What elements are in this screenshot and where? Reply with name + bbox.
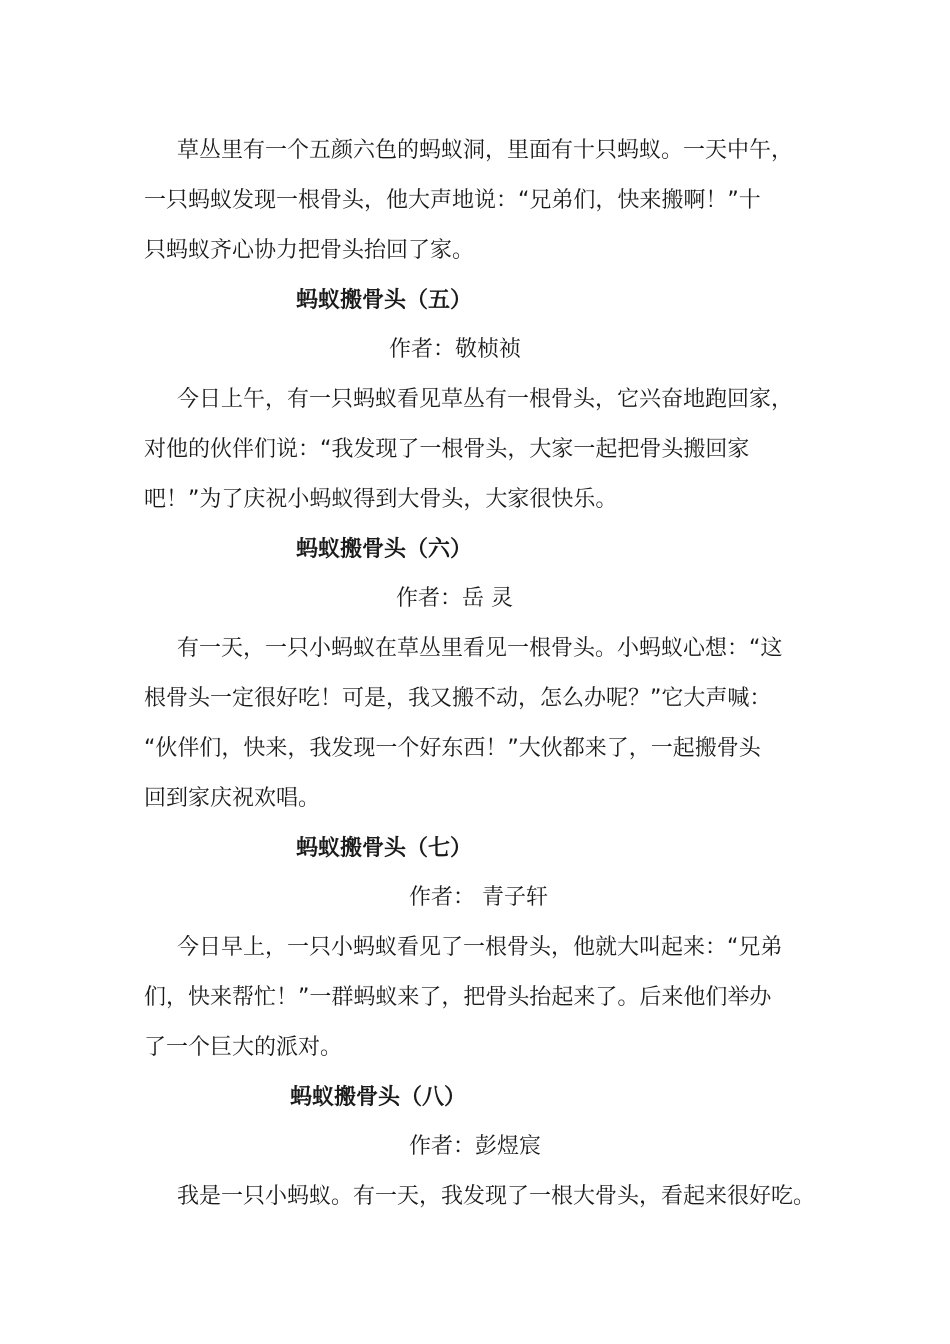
story8-author: 作者：彭煜宸	[409, 1134, 542, 1159]
story6-paragraph-line-2: 根骨头一定很好吃！可是，我又搬不动，怎么办呢？”它大声喊：	[144, 686, 772, 711]
story7-title: 蚂蚁搬骨头（七）	[296, 836, 473, 861]
story4-paragraph-line-1: 草丛里有一个五颜六色的蚂蚁洞，里面有十只蚂蚁。一天中午，	[177, 138, 794, 163]
story7-paragraph-line-1: 今日早上，一只小蚂蚁看见了一根骨头，他就大叫起来：“兄弟	[177, 935, 783, 960]
story5-paragraph-line-1: 今日上午，有一只蚂蚁看见草丛有一根骨头，它兴奋地跑回家，	[177, 387, 794, 412]
story6-paragraph-line-1: 有一天，一只小蚂蚁在草丛里看见一根骨头。小蚂蚁心想：“这	[177, 636, 783, 661]
story7-paragraph-line-3: 了一个巨大的派对。	[144, 1035, 343, 1060]
story6-paragraph-line-3: “伙伴们，快来，我发现一个好东西！”大伙都来了，一起搬骨头	[144, 736, 761, 761]
story5-paragraph-line-2: 对他的伙伴们说：“我发现了一根骨头，大家一起把骨头搬回家	[144, 437, 750, 462]
story6-author: 作者：岳 灵	[396, 586, 513, 611]
story8-paragraph-line-1: 我是一只小蚂蚁。有一天，我发现了一根大骨头，看起来很好吃。	[177, 1184, 816, 1209]
story4-paragraph-line-2: 一只蚂蚁发现一根骨头，他大声地说：“兄弟们，快来搬啊！”十	[144, 188, 761, 213]
story8-title: 蚂蚁搬骨头（八）	[290, 1085, 467, 1110]
story5-author: 作者：敬桢祯	[389, 337, 522, 362]
story5-title: 蚂蚁搬骨头（五）	[296, 288, 473, 313]
story6-paragraph-line-4: 回到家庆祝欢唱。	[144, 786, 321, 811]
story6-title: 蚂蚁搬骨头（六）	[296, 537, 473, 562]
story7-author: 作者： 青子轩	[409, 885, 548, 910]
story4-paragraph-line-3: 只蚂蚁齐心协力把骨头抬回了家。	[144, 238, 475, 263]
story7-paragraph-line-2: 们，快来帮忙！”一群蚂蚁来了，把骨头抬起来了。后来他们举办	[144, 985, 772, 1010]
story5-paragraph-line-3: 吧！”为了庆祝小蚂蚁得到大骨头，大家很快乐。	[144, 487, 618, 512]
